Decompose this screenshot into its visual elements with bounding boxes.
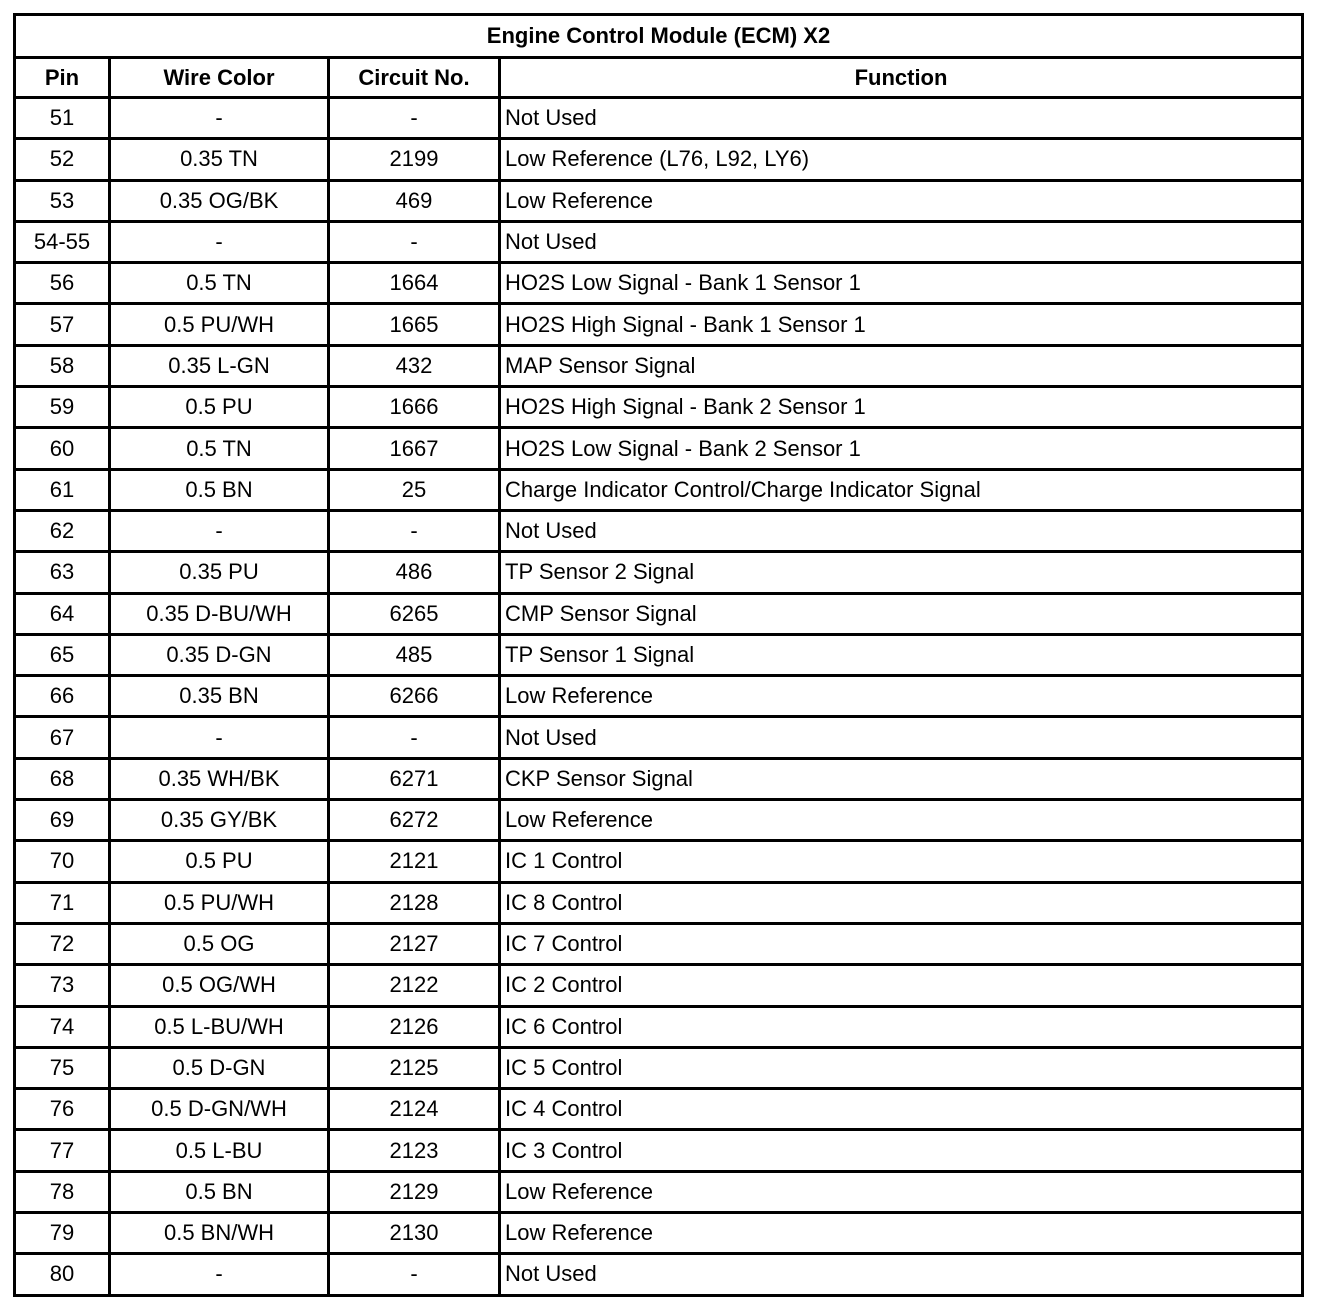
function-cell: Not Used <box>500 98 1303 139</box>
pin-cell: 67 <box>15 717 110 758</box>
table-row <box>15 676 1303 717</box>
circuit-no-cell: 2122 <box>329 965 500 1006</box>
pin-cell: 75 <box>15 1047 110 1088</box>
table-row <box>15 593 1303 634</box>
wire-color-cell: 0.5 PU <box>110 387 329 428</box>
circuit-no-cell: 6265 <box>329 593 500 634</box>
pin-cell: 73 <box>15 965 110 1006</box>
pin-cell: 68 <box>15 758 110 799</box>
circuit-no-cell: 2128 <box>329 882 500 923</box>
circuit-no-cell: 1665 <box>329 304 500 345</box>
wire-color-cell: - <box>110 221 329 262</box>
function-cell: IC 1 Control <box>500 841 1303 882</box>
header-row <box>15 58 1303 98</box>
circuit-no-cell: 6272 <box>329 800 500 841</box>
circuit-no-cell: 432 <box>329 345 500 386</box>
table-row <box>15 1006 1303 1047</box>
function-cell: Low Reference <box>500 1171 1303 1212</box>
function-cell: HO2S High Signal - Bank 2 Sensor 1 <box>500 387 1303 428</box>
circuit-no-cell: - <box>329 510 500 551</box>
wire-color-cell: 0.35 TN <box>110 139 329 180</box>
table-row <box>15 180 1303 221</box>
circuit-no-cell: 2124 <box>329 1089 500 1130</box>
circuit-no-cell: 2123 <box>329 1130 500 1171</box>
circuit-no-cell: 1666 <box>329 387 500 428</box>
table-row <box>15 552 1303 593</box>
circuit-no-cell: 2125 <box>329 1047 500 1088</box>
function-cell: TP Sensor 2 Signal <box>500 552 1303 593</box>
table-row <box>15 428 1303 469</box>
function-cell: HO2S Low Signal - Bank 2 Sensor 1 <box>500 428 1303 469</box>
pin-cell: 69 <box>15 800 110 841</box>
wire-color-cell: 0.35 D-GN <box>110 634 329 675</box>
circuit-no-cell: 2129 <box>329 1171 500 1212</box>
table-row <box>15 139 1303 180</box>
function-cell: Low Reference <box>500 1213 1303 1254</box>
pin-cell: 79 <box>15 1213 110 1254</box>
function-cell: IC 3 Control <box>500 1130 1303 1171</box>
function-cell: CMP Sensor Signal <box>500 593 1303 634</box>
table-row <box>15 1171 1303 1212</box>
function-cell: Low Reference <box>500 800 1303 841</box>
pin-cell: 74 <box>15 1006 110 1047</box>
table-row <box>15 1047 1303 1088</box>
circuit-no-cell: 1664 <box>329 263 500 304</box>
pin-cell: 64 <box>15 593 110 634</box>
wire-color-cell: - <box>110 717 329 758</box>
wire-color-cell: 0.5 BN/WH <box>110 1213 329 1254</box>
circuit-no-cell: 6271 <box>329 758 500 799</box>
circuit-no-cell: 2126 <box>329 1006 500 1047</box>
table-row <box>15 1254 1303 1295</box>
function-cell: Low Reference (L76, L92, LY6) <box>500 139 1303 180</box>
wire-color-cell: - <box>110 1254 329 1295</box>
pin-cell: 60 <box>15 428 110 469</box>
circuit-no-cell: 1667 <box>329 428 500 469</box>
wire-color-cell: 0.5 L-BU/WH <box>110 1006 329 1047</box>
circuit-no-cell: 469 <box>329 180 500 221</box>
pin-cell: 78 <box>15 1171 110 1212</box>
wire-color-cell: 0.5 BN <box>110 1171 329 1212</box>
function-cell: Not Used <box>500 1254 1303 1295</box>
title-row <box>15 15 1303 58</box>
wire-color-cell: 0.35 D-BU/WH <box>110 593 329 634</box>
function-cell: MAP Sensor Signal <box>500 345 1303 386</box>
table-row <box>15 98 1303 139</box>
circuit-no-cell: - <box>329 717 500 758</box>
function-cell: IC 6 Control <box>500 1006 1303 1047</box>
function-cell: Not Used <box>500 510 1303 551</box>
table-row <box>15 717 1303 758</box>
function-cell: Not Used <box>500 717 1303 758</box>
circuit-no-cell: 25 <box>329 469 500 510</box>
table-row <box>15 1130 1303 1171</box>
table-row <box>15 469 1303 510</box>
pin-cell: 62 <box>15 510 110 551</box>
header-pin: Pin <box>15 58 110 98</box>
pin-cell: 66 <box>15 676 110 717</box>
ecm-x2-pinout-table <box>13 13 1304 1297</box>
wire-color-cell: 0.5 OG/WH <box>110 965 329 1006</box>
wire-color-cell: 0.35 GY/BK <box>110 800 329 841</box>
circuit-no-cell: 485 <box>329 634 500 675</box>
table-row <box>15 882 1303 923</box>
table-row <box>15 345 1303 386</box>
header-function: Function <box>500 58 1303 98</box>
wire-color-cell: 0.35 WH/BK <box>110 758 329 799</box>
function-cell: IC 2 Control <box>500 965 1303 1006</box>
wire-color-cell: 0.5 TN <box>110 263 329 304</box>
table-row <box>15 387 1303 428</box>
function-cell: CKP Sensor Signal <box>500 758 1303 799</box>
pin-cell: 70 <box>15 841 110 882</box>
table-row <box>15 1213 1303 1254</box>
table-row <box>15 923 1303 964</box>
table-row <box>15 510 1303 551</box>
wire-color-cell: 0.35 L-GN <box>110 345 329 386</box>
table-row <box>15 634 1303 675</box>
wire-color-cell: 0.35 OG/BK <box>110 180 329 221</box>
pin-cell: 61 <box>15 469 110 510</box>
function-cell: TP Sensor 1 Signal <box>500 634 1303 675</box>
pin-cell: 51 <box>15 98 110 139</box>
pin-cell: 53 <box>15 180 110 221</box>
wire-color-cell: 0.5 PU/WH <box>110 882 329 923</box>
table-row <box>15 800 1303 841</box>
pin-cell: 59 <box>15 387 110 428</box>
wire-color-cell: 0.5 BN <box>110 469 329 510</box>
pin-cell: 56 <box>15 263 110 304</box>
function-cell: Charge Indicator Control/Charge Indicator Signal <box>500 469 1303 510</box>
table-row <box>15 221 1303 262</box>
table-row <box>15 758 1303 799</box>
pin-cell: 76 <box>15 1089 110 1130</box>
wire-color-cell: 0.5 PU <box>110 841 329 882</box>
function-cell: IC 7 Control <box>500 923 1303 964</box>
function-cell: IC 4 Control <box>500 1089 1303 1130</box>
pin-cell: 57 <box>15 304 110 345</box>
pin-cell: 63 <box>15 552 110 593</box>
header-wire-color: Wire Color <box>110 58 329 98</box>
table-title: Engine Control Module (ECM) X2 <box>15 15 1303 58</box>
wire-color-cell: 0.35 BN <box>110 676 329 717</box>
table-body <box>15 98 1303 1296</box>
pin-cell: 77 <box>15 1130 110 1171</box>
header-circuit-no: Circuit No. <box>329 58 500 98</box>
wire-color-cell: 0.5 L-BU <box>110 1130 329 1171</box>
wire-color-cell: 0.5 D-GN/WH <box>110 1089 329 1130</box>
function-cell: Low Reference <box>500 676 1303 717</box>
circuit-no-cell: 2121 <box>329 841 500 882</box>
circuit-no-cell: - <box>329 1254 500 1295</box>
wire-color-cell: 0.35 PU <box>110 552 329 593</box>
function-cell: Not Used <box>500 221 1303 262</box>
circuit-no-cell: 6266 <box>329 676 500 717</box>
circuit-no-cell: 2199 <box>329 139 500 180</box>
table-row <box>15 263 1303 304</box>
function-cell: HO2S High Signal - Bank 1 Sensor 1 <box>500 304 1303 345</box>
function-cell: IC 8 Control <box>500 882 1303 923</box>
wire-color-cell: 0.5 OG <box>110 923 329 964</box>
function-cell: Low Reference <box>500 180 1303 221</box>
pin-cell: 58 <box>15 345 110 386</box>
pin-cell: 71 <box>15 882 110 923</box>
pin-cell: 72 <box>15 923 110 964</box>
pin-cell: 65 <box>15 634 110 675</box>
function-cell: IC 5 Control <box>500 1047 1303 1088</box>
wire-color-cell: - <box>110 98 329 139</box>
circuit-no-cell: - <box>329 221 500 262</box>
table-row <box>15 965 1303 1006</box>
wire-color-cell: - <box>110 510 329 551</box>
circuit-no-cell: 2130 <box>329 1213 500 1254</box>
function-cell: HO2S Low Signal - Bank 1 Sensor 1 <box>500 263 1303 304</box>
wire-color-cell: 0.5 PU/WH <box>110 304 329 345</box>
pin-cell: 80 <box>15 1254 110 1295</box>
circuit-no-cell: 2127 <box>329 923 500 964</box>
table-row <box>15 1089 1303 1130</box>
table-row <box>15 304 1303 345</box>
wire-color-cell: 0.5 TN <box>110 428 329 469</box>
pin-cell: 54-55 <box>15 221 110 262</box>
circuit-no-cell: - <box>329 98 500 139</box>
pin-cell: 52 <box>15 139 110 180</box>
wire-color-cell: 0.5 D-GN <box>110 1047 329 1088</box>
table-row <box>15 841 1303 882</box>
circuit-no-cell: 486 <box>329 552 500 593</box>
